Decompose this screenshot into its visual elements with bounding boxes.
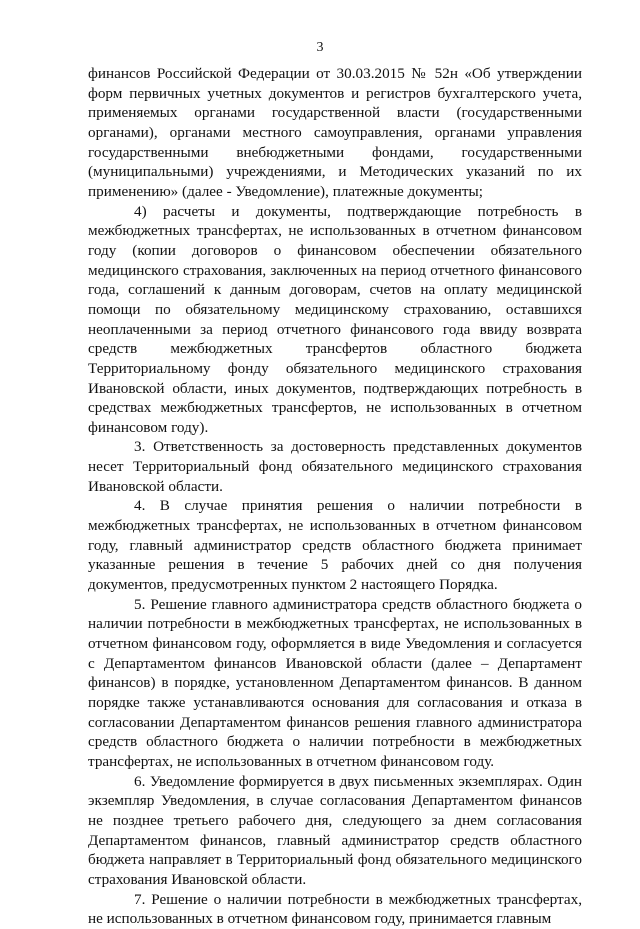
paragraph-section-7: 7. Решение о наличии потребности в межбюджетных трансфертах, не использованных в отчетном финансовом году, принимается главным: [88, 890, 582, 928]
paragraph-section-6: 6. Уведомление формируется в двух письменных экземплярах. Один экземпляр Уведомления, в случае согласования Департаментом финансов не позднее третьего рабочего дня, следующего за днем согласования Департаментом финансов, главный администратор средств областного бюджета направляет в Территориальный фонд обязательного медицинского страхования Ивановской области.: [88, 772, 582, 888]
paragraph-section-3: 3. Ответственность за достоверность представленных документов несет Территориальный фонд обязательного медицинского страхования Ивановской области.: [88, 438, 582, 495]
paragraph-section-4: 4. В случае принятия решения о наличии потребности в межбюджетных трансфертах, не использованных в отчетном финансовом году, главный администратор средств областного бюджета принимает указанные решения в течение 5 рабочих дней со дня получения документов, предусмотренных пунктом 2 настоящего Порядка.: [88, 497, 582, 594]
paragraph-section-5: 5. Решение главного администратора средств областного бюджета о наличии потребности в межбюджетных трансфертах, не использованных в отчетном финансовом году, оформляется в виде Уведомления и согласуется с Департаментом финансов Ивановской области (далее – Департамент финансов) в порядке, установленном Департаментом финансов. В данном порядке также устанавливаются основания для согласования и отказа в согласовании Департаментом финансов решения главного администратора средств областного бюджета о наличии потребности в межбюджетных трансфертах, не использованных в отчетном финансовом году.: [88, 595, 582, 770]
page-number: 3: [316, 40, 324, 55]
paragraph-item-4: 4) расчеты и документы, подтверждающие потребность в межбюджетных трансфертах, не использованных в отчетном финансовом году (копии договоров о финансовом обеспечении обязательного медицинского страхования, заключенных на период отчетного финансового года, соглашений к данным договорам, счетов на оплату медицинской помощи по обязательному медицинскому страхованию, оставшихся неоплаченными за период отчетного финансового года ввиду возврата средств межбюджетных трансфертов областного бюджета Территориальному фонду обязательного медицинского страхования Ивановской области, иных документов, подтверждающих потребность в средствах межбюджетных трансфертов, не использованных в отчетном финансовом году).: [88, 202, 582, 436]
document-body: [88, 64, 582, 929]
paragraph-continuation: финансов Российской Федерации от 30.03.2015 № 52н «Об утверждении форм первичных учетных документов и регистров бухгалтерского учета, применяемых органами государственной власти (государственными органами), органами местного самоуправления, органами управления государственными внебюджетными фондами, государственными (муниципальными) учреждениями, и Методических указаний по их применению» (далее - Уведомление), платежные документы;: [88, 65, 582, 200]
